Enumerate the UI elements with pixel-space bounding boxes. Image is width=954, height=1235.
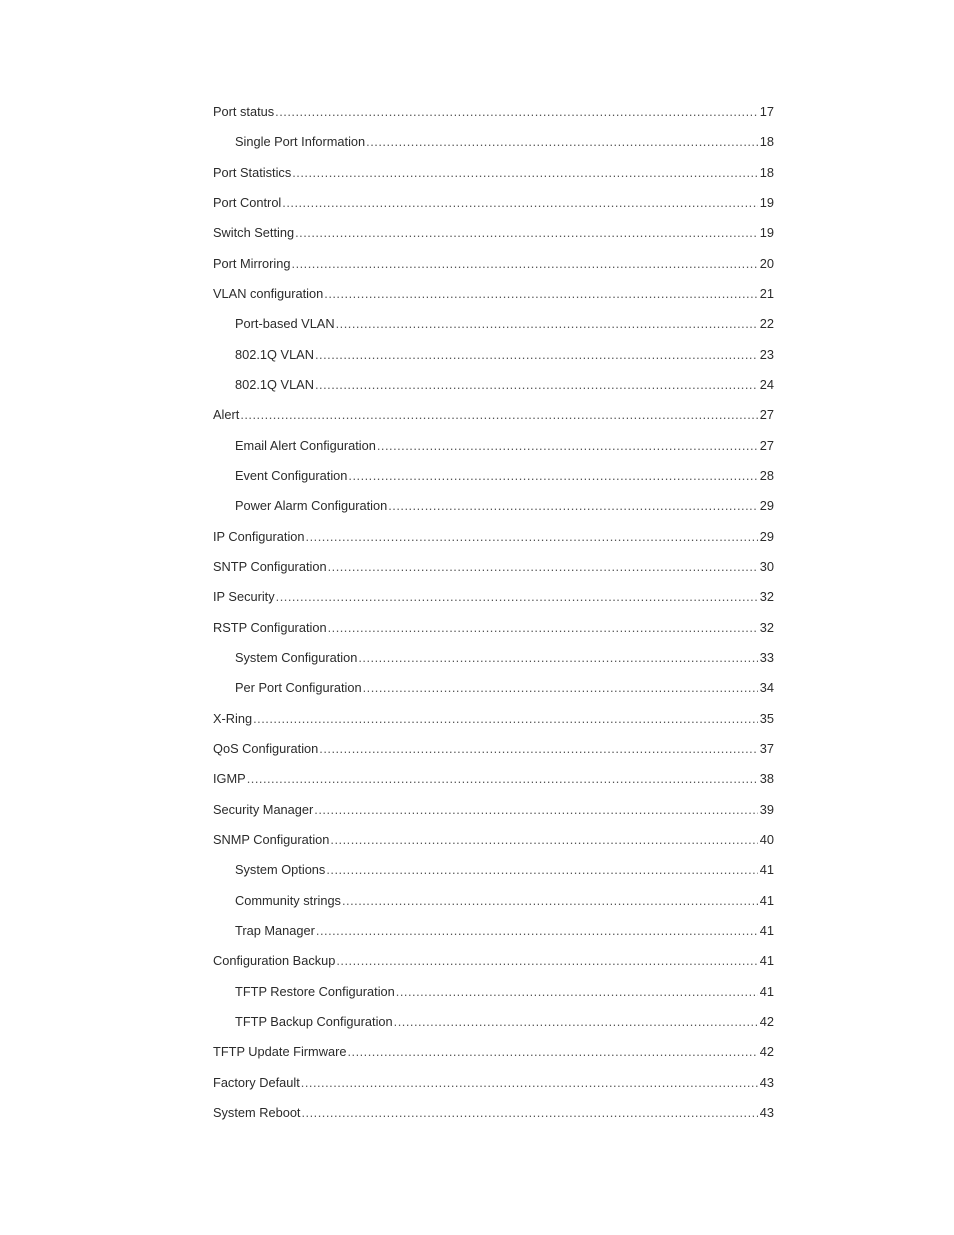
toc-entry-title: TFTP Update Firmware: [213, 1044, 347, 1060]
toc-entry[interactable]: [213, 892, 774, 922]
toc-entry[interactable]: [213, 376, 774, 406]
toc-dot-leader: [295, 224, 758, 242]
toc-entry[interactable]: [213, 588, 774, 618]
toc-entry[interactable]: [213, 983, 774, 1013]
toc-entry[interactable]: [213, 437, 774, 467]
toc-entry[interactable]: [213, 194, 774, 224]
toc-entry-title: System Options: [235, 862, 326, 878]
toc-entry-page-number: 29: [759, 498, 774, 514]
toc-dot-leader: [282, 194, 758, 212]
toc-entry-page-number: 41: [759, 953, 774, 969]
toc-dot-leader: [336, 952, 758, 970]
toc-entry-page-number: 22: [759, 316, 774, 332]
toc-dot-leader: [275, 103, 758, 121]
toc-dot-leader: [388, 497, 758, 515]
toc-entry-page-number: 20: [759, 255, 774, 271]
toc-entry[interactable]: [213, 922, 774, 952]
toc-entry-title: TFTP Backup Configuration: [235, 1013, 393, 1029]
toc-entry-title: RSTP Configuration: [213, 619, 327, 635]
toc-dot-leader: [348, 467, 758, 485]
toc-entry[interactable]: [213, 1104, 774, 1134]
toc-entry[interactable]: [213, 255, 774, 285]
toc-entry[interactable]: [213, 406, 774, 436]
toc-entry[interactable]: [213, 679, 774, 709]
toc-dot-leader: [324, 285, 758, 303]
toc-entry[interactable]: [213, 497, 774, 527]
toc-entry-page-number: 28: [759, 467, 774, 483]
toc-entry-title: Security Manager: [213, 801, 314, 817]
toc-entry-page-number: 39: [759, 801, 774, 817]
toc-entry-title: IP Configuration: [213, 528, 305, 544]
toc-dot-leader: [253, 710, 758, 728]
toc-entry-page-number: 23: [759, 346, 774, 362]
toc-entry-title: Port Control: [213, 194, 282, 210]
toc-entry-page-number: 18: [759, 164, 774, 180]
toc-entry[interactable]: [213, 740, 774, 770]
toc-dot-leader: [240, 406, 758, 424]
toc-entry-page-number: 38: [759, 771, 774, 787]
toc-entry-title: QoS Configuration: [213, 740, 319, 756]
toc-entry-title: IGMP: [213, 771, 246, 787]
toc-entry-page-number: 19: [759, 194, 774, 210]
toc-entry-page-number: 42: [759, 1013, 774, 1029]
toc-entry[interactable]: [213, 315, 774, 345]
toc-dot-leader: [292, 255, 758, 273]
toc-entry-title: Power Alarm Configuration: [235, 498, 388, 514]
toc-entry[interactable]: [213, 528, 774, 558]
toc-entry[interactable]: [213, 164, 774, 194]
toc-dot-leader: [396, 983, 758, 1001]
toc-entry-title: Alert: [213, 407, 240, 423]
toc-dot-leader: [328, 558, 758, 576]
toc-dot-leader: [328, 619, 758, 637]
toc-entry-page-number: 41: [759, 892, 774, 908]
toc-entry-page-number: 32: [759, 619, 774, 635]
toc-entry-page-number: 27: [759, 407, 774, 423]
toc-dot-leader: [315, 346, 758, 364]
toc-dot-leader: [342, 892, 758, 910]
toc-entry-title: Single Port Information: [235, 134, 366, 150]
toc-entry[interactable]: [213, 285, 774, 315]
toc-entry[interactable]: [213, 1043, 774, 1073]
toc-entry-title: System Configuration: [235, 649, 358, 665]
toc-entry-page-number: 19: [759, 225, 774, 241]
toc-entry-page-number: 43: [759, 1104, 774, 1120]
toc-entry[interactable]: [213, 467, 774, 497]
toc-dot-leader: [292, 164, 758, 182]
toc-entry-page-number: 41: [759, 862, 774, 878]
toc-dot-leader: [394, 1013, 758, 1031]
toc-entry[interactable]: [213, 619, 774, 649]
toc-entry-page-number: 24: [759, 376, 774, 392]
toc-entry-page-number: 29: [759, 528, 774, 544]
toc-entry-title: IP Security: [213, 589, 275, 605]
toc-entry-page-number: 34: [759, 680, 774, 696]
toc-entry-title: TFTP Restore Configuration: [235, 983, 395, 999]
toc-entry-title: SNMP Configuration: [213, 831, 330, 847]
toc-entry-title: Configuration Backup: [213, 953, 336, 969]
toc-entry-page-number: 17: [759, 104, 774, 119]
toc-entry[interactable]: [213, 1074, 774, 1104]
toc-entry-page-number: 27: [759, 437, 774, 453]
toc-dot-leader: [336, 315, 758, 333]
toc-entry-page-number: 35: [759, 710, 774, 726]
toc-entry[interactable]: [213, 649, 774, 679]
toc-entry[interactable]: [213, 103, 774, 133]
toc-entry-page-number: 30: [759, 558, 774, 574]
toc-dot-leader: [247, 770, 758, 788]
toc-entry[interactable]: [213, 831, 774, 861]
toc-dot-leader: [377, 437, 758, 455]
toc-entry-title: X-Ring: [213, 710, 253, 726]
toc-entry-page-number: 18: [759, 134, 774, 150]
toc-entry-page-number: 41: [759, 983, 774, 999]
toc-dot-leader: [363, 679, 758, 697]
toc-entry[interactable]: [213, 558, 774, 588]
toc-entry-title: Event Configuration: [235, 467, 348, 483]
toc-entry-title: Port status: [213, 104, 275, 119]
toc-dot-leader: [276, 588, 758, 606]
toc-dot-leader: [302, 1104, 759, 1122]
toc-dot-leader: [326, 861, 758, 879]
toc-dot-leader: [301, 1074, 758, 1092]
toc-entry[interactable]: [213, 224, 774, 254]
toc-entry-title: Switch Setting: [213, 225, 295, 241]
toc-entry-title: Factory Default: [213, 1074, 300, 1090]
toc-dot-leader: [347, 1043, 758, 1061]
toc-entry[interactable]: [213, 346, 774, 376]
table-of-contents: [213, 103, 774, 1134]
toc-dot-leader: [306, 528, 758, 546]
toc-entry-page-number: 33: [759, 649, 774, 665]
toc-entry[interactable]: [213, 133, 774, 163]
toc-dot-leader: [330, 831, 758, 849]
toc-entry-title: Per Port Configuration: [235, 680, 362, 696]
toc-dot-leader: [315, 376, 758, 394]
toc-entry[interactable]: [213, 1013, 774, 1043]
toc-entry-page-number: 40: [759, 831, 774, 847]
toc-entry-title: Port Mirroring: [213, 255, 291, 271]
toc-dot-leader: [319, 740, 758, 758]
toc-entry-page-number: 32: [759, 589, 774, 605]
toc-entry-title: VLAN configuration: [213, 285, 324, 301]
toc-entry-page-number: 41: [759, 922, 774, 938]
toc-entry-page-number: 43: [759, 1074, 774, 1090]
toc-entry-page-number: 42: [759, 1044, 774, 1060]
toc-entry-title: Port Statistics: [213, 164, 292, 180]
toc-entry-page-number: 37: [759, 740, 774, 756]
toc-entry[interactable]: [213, 770, 774, 800]
toc-entry[interactable]: [213, 710, 774, 740]
toc-dot-leader: [358, 649, 758, 667]
toc-entry-title: 802.1Q VLAN: [235, 376, 314, 392]
toc-entry-title: 802.1Q VLAN: [235, 346, 314, 362]
toc-entry-title: Community strings: [235, 892, 341, 908]
toc-entry[interactable]: [213, 801, 774, 831]
toc-entry[interactable]: [213, 861, 774, 891]
toc-entry[interactable]: [213, 952, 774, 982]
toc-dot-leader: [316, 922, 758, 940]
toc-entry-title: Port-based VLAN: [235, 316, 335, 332]
toc-entry-title: Email Alert Configuration: [235, 437, 376, 453]
toc-dot-leader: [314, 801, 758, 819]
toc-entry-page-number: 21: [759, 285, 774, 301]
toc-dot-leader: [366, 133, 758, 151]
toc-entry-title: Trap Manager: [235, 922, 315, 938]
toc-entry-title: SNTP Configuration: [213, 558, 327, 574]
toc-entry-title: System Reboot: [213, 1104, 301, 1120]
